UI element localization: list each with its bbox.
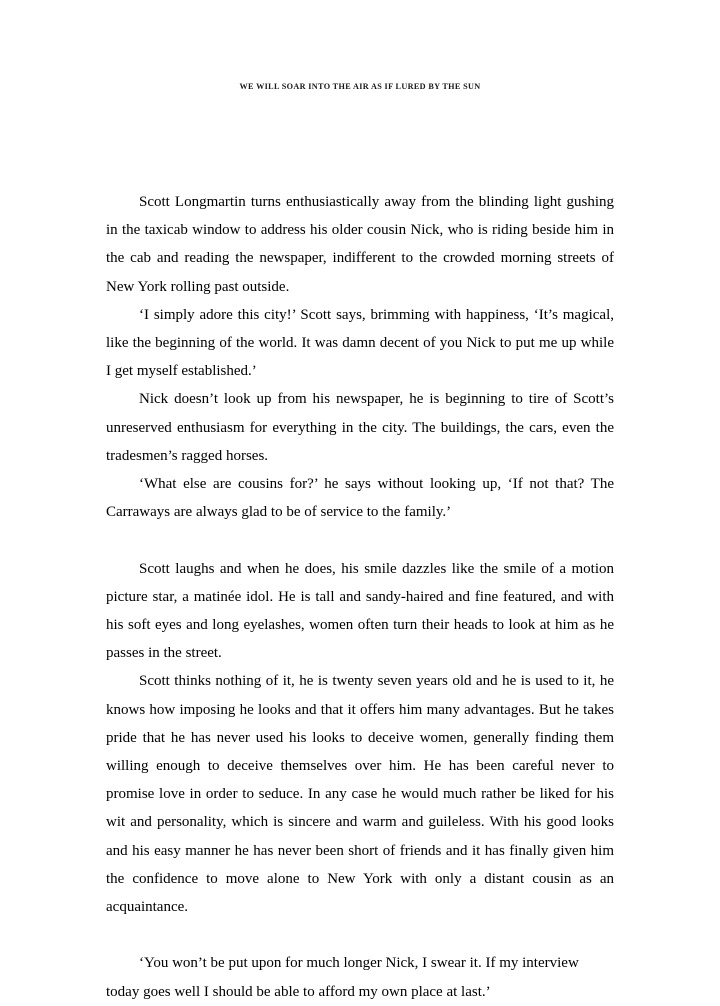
paragraph: Nick doesn’t look up from his newspaper, he is beginning to tire of Scott’s unreserved enthusiasm for everything in the city. The buildings, the cars, even the tradesmen’s ragged horses. xyxy=(106,391,614,464)
paragraph: Scott Longmartin turns enthusiastically away from the blinding light gushing in the taxicab window to address his older cousin Nick, who is riding beside him in the cab and reading the newspaper, indifferent to the crowded morning streets of New York rolling past outside. xyxy=(106,194,614,295)
paragraph: Scott thinks nothing of it, he is twenty seven years old and he is used to it, he knows how imposing he looks and that it offers him many advantages. But he takes pride that he has never used his looks to deceive women, generally finding them willing enough to deceive themselves over him. He has been careful never to promise love in order to seduce. In any case he would much rather be liked for his wit and personality, which is sincere and warm and guileless. With his good looks and his easy manner he has never been short of friends and it has finally given him the confidence to move alone to New York with only a distant cousin as an acquaintance. xyxy=(106,673,614,916)
body-text-block xyxy=(106,188,614,1006)
paragraph: ‘You won’t be put upon for much longer Nick, I swear it. If my interview today goes well I should be able to afford my own place at last.’ xyxy=(106,955,579,1000)
paragraph: ‘I simply adore this city!’ Scott says, brimming with happiness, ‘It’s magical, like the beginning of the world. It was damn decent of you Nick to put me up while I get myself established.’ xyxy=(106,306,614,380)
running-header: WE WILL SOAR INTO THE AIR AS IF LURED BY THE SUN xyxy=(239,82,481,91)
paragraph: ‘What else are cousins for?’ he says without looking up, ‘If not that? The Carraways are always glad to be of service to the family.’ xyxy=(106,476,614,521)
paragraph: Scott laughs and when he does, his smile dazzles like the smile of a motion picture star, a matinée idol. He is tall and sandy-haired and fine featured, and with his soft eyes and long eyelashes, women often turn their heads to look at him as he passes in the street. xyxy=(106,560,614,662)
